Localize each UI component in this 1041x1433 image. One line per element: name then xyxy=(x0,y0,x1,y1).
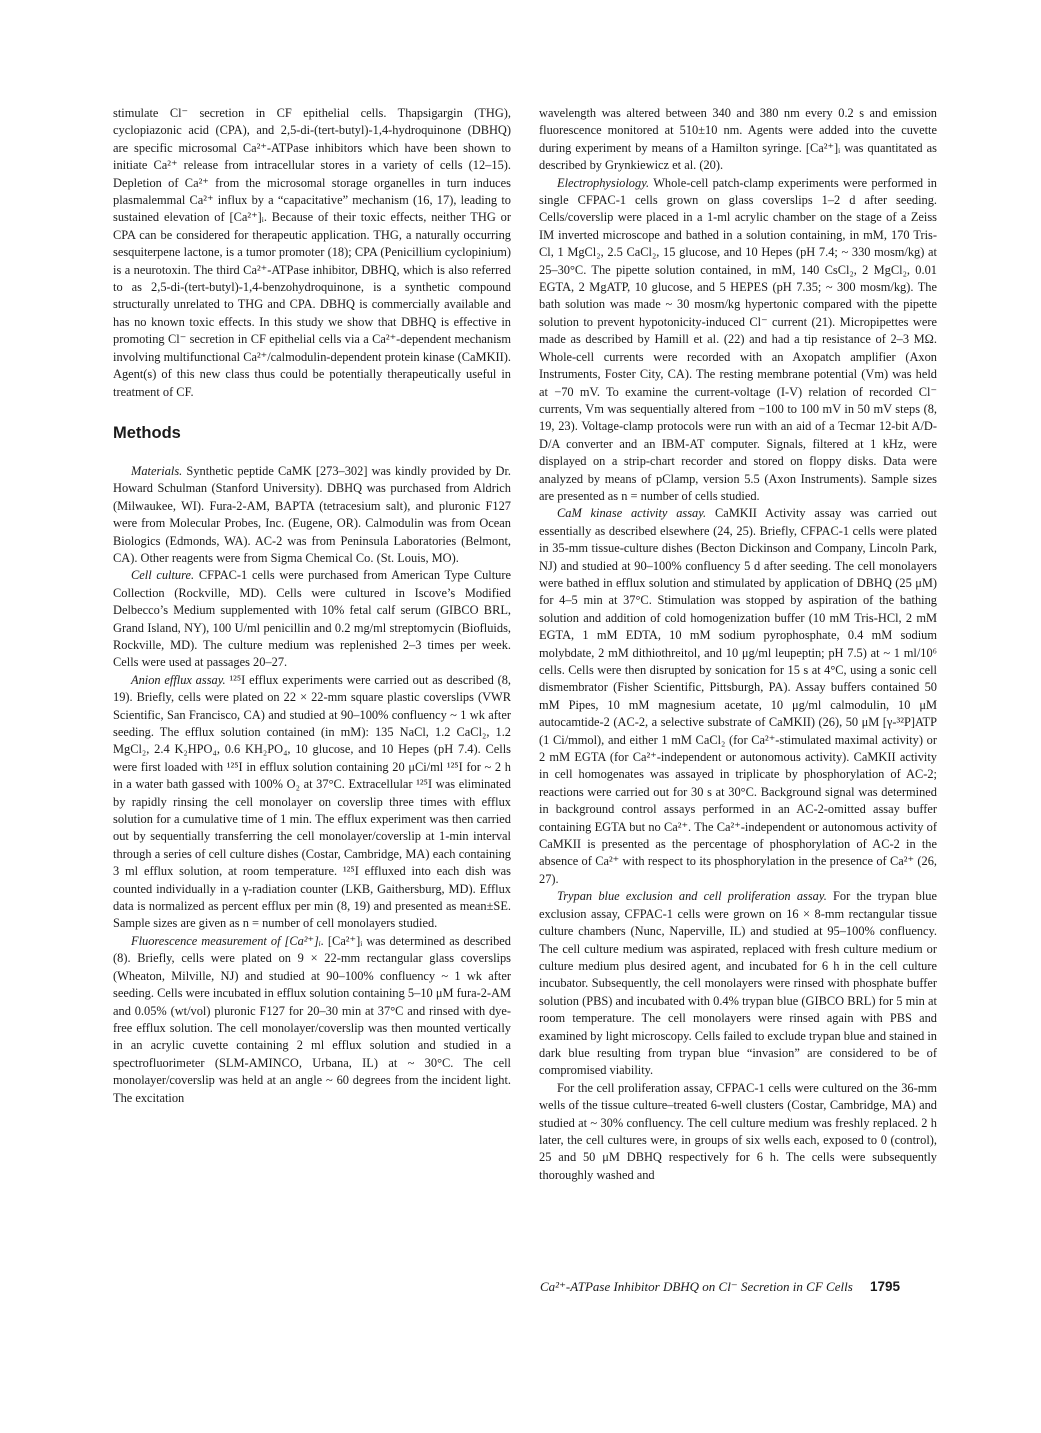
efflux-run-in-head: Anion efflux assay. xyxy=(131,672,226,687)
left-column xyxy=(113,105,511,1107)
electrophysiology-paragraph xyxy=(539,175,937,506)
materials-paragraph xyxy=(113,463,511,567)
fluorescence-run-in-head: Fluorescence measurement of [Ca²⁺]ᵢ. xyxy=(131,933,324,948)
fluorescence-text: [Ca²⁺]ᵢ was determined as described (8). Briefly, cells were plated on 9 × 22-mm rectangular glass coverslips (Wheaton, Milville, NJ) and studied at 90–100% confluency ~ 1 wk after seeding. Cells were incubated in efflux solution containing 5–10 μM fura-2-AM and 0.05% (wt/vol) pluronic F127 for 20–30 min at 37°C and rinsed with dye-free efflux solution. The cell monolayer/coverslip was then mounted vertically in an acrylic cuvette containing 2 ml efflux solution and studied in a spectrofluorimeter (SLM-AMINCO, Urbana, IL) at ~ 30°C. The cell monolayer/coverslip was held at an angle ~ 60 degrees from the incident light. The excitation xyxy=(113,933,511,1105)
camk-paragraph xyxy=(539,505,937,888)
intro-paragraph: stimulate Cl⁻ secretion in CF epithelial cells. Thapsigargin (THG), cyclopiazonic acid (CPA), and 2,5-di-(tert-butyl)-1,4-hydroquinone (DBHQ) are specific microsomal Ca²⁺-ATPase inhibitors which have been shown to initiate Ca²⁺ release from intracellular stores in a variety of cells (12–15). Depletion of Ca²⁺ from the microsomal storage organelles in turn induces plasmalemmal Ca²⁺ influx by a “capacitative” mechanism (16, 17), leading to sustained elevation of [Ca²⁺]ᵢ. Because of their toxic effects, neither THG or CPA can be considered for therapeutic application. THG, a naturally occurring sesquiterpene lactone, is a tumor promoter (18); CPA (Penicillium cyclopinium) is a neurotoxin. The third Ca²⁺-ATPase inhibitor, DBHQ, which is also referred to as 2,5-di-(tert-butyl)-1,4-benzohydroquinone, is a synthetic compound structurally unrelated to THG and CPA. DBHQ is commercially available and has no known toxic effects. In this study we show that DBHQ is effective in promoting Cl⁻ secretion in CF epithelial cells via a Ca²⁺-dependent mechanism involving multifunctional Ca²⁺/calmodulin-dependent protein kinase (CaMKII). Agent(s) of this new class thus could be potentially therapeutically useful in treatment of CF. xyxy=(113,106,511,399)
proliferation-paragraph: For the cell proliferation assay, CFPAC-1 cells were cultured on the 36-mm wells of the tissue culture–treated 6-well clusters (Costar, Cambridge, MA) and studied at ~ 30% confluency. The cell culture medium was freshly replaced. 2 h later, the cell cultures were, in groups of six wells each, exposed to 0 (control), 25 and 50 μM DBHQ respectively for 6 h. The cells were subsequently thoroughly washed and xyxy=(539,1080,937,1182)
right-column xyxy=(539,105,937,1184)
electrophysiology-run-in-head: Electrophysiology. xyxy=(557,175,650,190)
section-heading: Methods xyxy=(113,423,181,442)
fluorescence-continued: wavelength was altered between 340 and 380 nm every 0.2 s and emission fluorescence monitored at 510±10 nm. Agents were added into the cuvette during experiment by means of a Hamilton syringe. [Ca²⁺]ᵢ was quantitated as described by Grynkiewicz et al. (20). xyxy=(539,106,937,173)
page-number: 1795 xyxy=(870,1279,901,1294)
fluorescence-paragraph xyxy=(113,933,511,1107)
trypan-paragraph xyxy=(539,888,937,1079)
electrophysiology-text: Whole-cell patch-clamp experiments were performed in single CFPAC-1 cells grown on glass coverslips 1–2 d after seeding. Cells/coverslip were placed in a 1-ml acrylic chamber on the stage of a Zeiss IM inverted microscope and bathed in a solution containing, in mM, 170 Tris-Cl, 1 MgCl₂, 2.5 CaCl₂, 15 glucose, and 10 Hepes (pH 7.4; ~ 330 mosm/kg) at 25–30°C. The pipette solution contained, in mM, 140 CsCl₂, 2 MgCl₂, 0.01 EGTA, 2 MgATP, 10 glucose, and 5 HEPES (pH 7.35; ~ 300 mosm/kg). The bath solution was made ~ 30 mosm/kg hypertonic compared with the pipette solution to prevent hypotonicity-induced Cl⁻ current (21). Micropipettes were made as described by Hamill et al. (22) and had a tip resistance of 2–3 MΩ. Whole-cell currents were recorded with an Axopatch amplifier (Axon Instruments, Foster City, CA). The resting membrane potential (Vm) was held at −70 mV. To examine the current-voltage (I-V) relation of recorded Cl⁻ currents, Vm was sequentially altered from −100 to 100 mV in 50 mV steps (8, 19, 23). Voltage-clamp protocols were run with an aid of a Tecmar 12-bit A/D-D/A converter and an IBM-AT computer. Signals, filtered at 1 kHz, were displayed on a strip-chart recorder and stored on floppy disks. Data were analyzed by means of pClamp, version 5.5 (Axon Instruments). Sample sizes are presented as n = number of cells studied. xyxy=(539,175,937,503)
culture-run-in-head: Cell culture. xyxy=(131,568,195,583)
efflux-text: ¹²⁵I efflux experiments were carried out as described (8, 19). Briefly, cells were plated on 22 × 22-mm square plastic coverslips (VWR Scientific, San Francisco, CA) and studied at 90–100% confluency ~ 1 wk after seeding. The efflux solution contained (in mM): 135 NaCl, 1.2 CaCl₂, 1.2 MgCl₂, 2.4 K₂HPO₄, 0.6 KH₂PO₄, 10 glucose, and 10 Hepes (pH 7.4). Cells were first loaded with ¹²⁵I in efflux solution containing 20 μCi/ml ¹²⁵I for ~ 2 h in a water bath gassed with 100% O₂ at 37°C. Extracellular ¹²⁵I was eliminated by rapidly rinsing the cell monolayer on coverslip three times with efflux solution for a cumulative time of 1 min. The efflux experiment was then carried out by sequentially transferring the cell monolayer/coverslip at 1-min interval through a series of cell culture dishes (Costar, Cambridge, MA) each containing 3 ml efflux solution, at room temperature. ¹²⁵I effluxed into each dish was counted individually in a γ-radiation counter (LKB, Gaithersburg, MD). Efflux data is normalized as percent efflux per min (8, 19) and presented as mean±SE. Sample sizes are given as n = number of cell monolayers studied. xyxy=(113,672,511,931)
trypan-run-in-head: Trypan blue exclusion and cell proliferation assay. xyxy=(557,889,827,904)
culture-text: CFPAC-1 cells were purchased from American Type Culture Collection (Rockville, MD). Cells were cultured in Iscove’s Modified Delbecco’s Medium supplemented with 10% fetal calf serum (GIBCO BRL, Grand Island, NY), 100 U/ml penicillin and 0.2 mg/ml streptomycin (Biofluids, Rockville, MD). The culture medium was replenished 2–3 times per week. Cells were used at passages 20–27. xyxy=(113,568,511,670)
camk-text: CaMKII Activity assay was carried out essentially as described elsewhere (24, 25). Briefly, CFPAC-1 cells were plated in 35-mm tissue-culture dishes (Becton Dickinson and Company, Lincoln Park, NJ) and studied at 90–100% confluency 5 d after seeding. The cell monolayers were bathed in efflux solution and stimulated by application of DBHQ (25 μM) for 4–5 min at 37°C. Stimulation was stopped by aspiration of the bathing solution and addition of cold homogenization buffer (10 mM Tris-HCl, 2 mM EGTA, 1 mM EDTA, 10 mM sodium pyrophosphate, 0.4 mM sodium molybdate, 2 mM dithiothreitol, and 10 μg/ml leupeptin; pH 7.5) at ~ 1 ml/10⁶ cells. Cells were then disrupted by sonication for 15 s at 4°C, using a sonic cell dismembrator (Fisher Scientific, Pittsburgh, PA). Assay buffers contained 50 mM Pipes, 10 mM magnesium acetate, 10 μg/ml calmodulin, 10 μM autocamtide-2 (AC-2, a selective substrate of CaMKII) (26), 50 μM [γ-³²P]ATP (1 Ci/mmol), and either 1 mM CaCl₂ (for Ca²⁺-stimulated maximal activity) or 2 mM EGTA (for Ca²⁺-independent or autonomous activity). CaMKII activity in cell homogenates was assayed in triplicate by phosphorylation of AC-2; reactions were carried out for 30 s at 30°C. Background signal was determined in background control assays performed in an AC-2-omitted assay buffer containing EGTA but no Ca²⁺. The Ca²⁺-independent or autonomous activity of CaMKII is presented as the percentage of phosphorylation of AC-2 in the absence of Ca²⁺ with respect to its phosphorylation in the presence of Ca²⁺ (26, 27). xyxy=(539,506,938,886)
running-title: Ca²⁺-ATPase Inhibitor DBHQ on Cl⁻ Secretion in CF Cells xyxy=(540,1279,853,1294)
efflux-paragraph xyxy=(113,672,511,933)
camk-run-in-head: CaM kinase activity assay. xyxy=(557,506,707,521)
trypan-text: For the trypan blue exclusion assay, CFPAC-1 cells were grown on 16 × 8-mm rectangular tissue culture chambers (Nunc, Naperville, IL) and studied at 95–100% confluency. The cell culture medium was aspirated, replaced with fresh culture medium or culture medium plus desired agent, and incubated for 6 h in the cell culture incubator. Subsequently, the cell monolayers were rinsed with phosphate buffer solution (PBS) and incubated with 0.4% trypan blue (GIBCO BRL) for 5 min at room temperature. The cell monolayers were rinsed again with PBS and examined by light microscopy. Cells failed to exclude trypan blue and stained in dark blue resulting from trypan blue “invasion” are considered to be of compromised viability. xyxy=(539,889,938,1078)
materials-text: Synthetic peptide CaMK [273–302] was kindly provided by Dr. Howard Schulman (Stanford University). DBHQ was purchased from Aldrich (Milwaukee, WI). Fura-2-AM, BAPTA (tetracesium salt), and pluronic F127 were from Molecular Probes, Inc. (Eugene, OR). Calmodulin was from Ocean Biologics (Edmonds, WA). AC-2 was from Peninsula Laboratories (Belmont, CA). Other reagents were from Sigma Chemical Co. (St. Louis, MO). xyxy=(113,463,511,565)
materials-run-in-head: Materials. xyxy=(131,463,183,478)
page-footer xyxy=(540,1279,940,1295)
culture-paragraph xyxy=(113,567,511,671)
